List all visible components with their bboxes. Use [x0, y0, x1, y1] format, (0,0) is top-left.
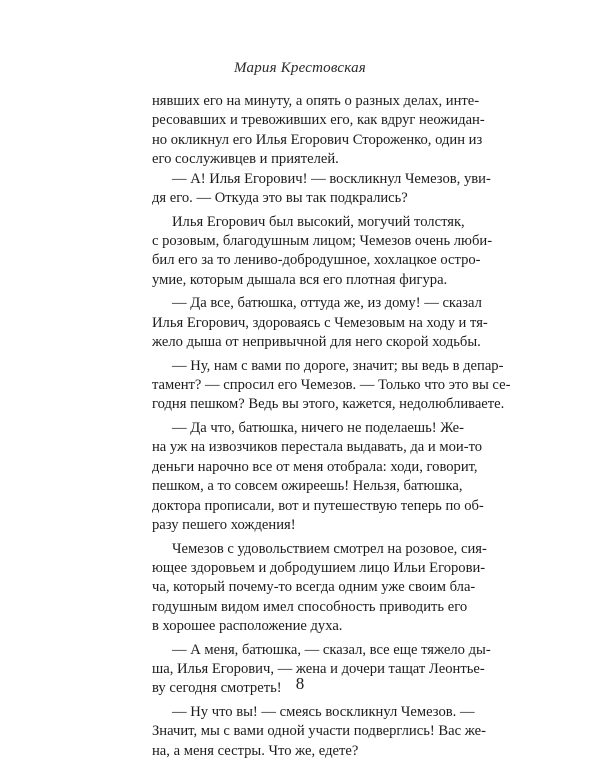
text-line: тамент? — спросил его Чемезов. — Только что это вы се- [152, 377, 511, 394]
paragraph-first-line: — Да что, батюшка, ничего не поделаешь! Же- [172, 420, 464, 436]
text-line: ча, который почему-то всегда одним уже своим бла- [152, 579, 476, 596]
text-line: Илья Егорович, здороваясь с Чемезовым на ходу и тя- [152, 314, 488, 331]
running-header-author: Мария Крестовская [234, 60, 366, 76]
text-line: нявших его на минуту, а опять о разных делах, инте- [152, 93, 480, 109]
text-line: ша, Илья Егорович, — жена и дочери тащат Леонтье- [152, 661, 485, 678]
text-line: ющее здоровьем и добродушием лицо Ильи Егорови- [152, 559, 486, 576]
text-line: годня пешком? Ведь вы этого, кажется, недолюбливаете. [152, 396, 505, 413]
text-line: Значит, мы с вами одной участи подверглись! Вас же- [152, 723, 486, 740]
text-line: бил его за то лениво-добродушное, хохлацкое остро- [152, 252, 481, 269]
paragraph-first-line: Чемезов с удовольствием смотрел на розовое, сия- [172, 540, 487, 557]
paragraph-first-line: — А меня, батюшка, — сказал, все еще тяжело ды- [172, 641, 491, 658]
text-line: пешком, а то совсем ожиреешь! Нельзя, батюшка, [152, 478, 463, 495]
text-line: на, а меня сестры. Что же, едете? [152, 742, 359, 759]
paragraph-first-line: — Ну что вы! — смеясь воскликнул Чемезов. — [172, 704, 475, 721]
text-line: деньги нарочно все от меня отобрала: ходи, говорит, [152, 458, 478, 475]
text-line: но окликнул его Илья Егорович Стороженко, один из [152, 131, 483, 148]
text-line: ресовавших и тревоживших его, как вдруг неожидан- [152, 112, 485, 129]
body-text [152, 92, 511, 761]
text-line: его сослуживцев и приятелей. [152, 151, 339, 168]
paragraph-first-line: — А! Илья Егорович! — воскликнул Чемезов, уви- [172, 170, 491, 187]
text-line: доктора прописали, вот и путешествую теперь по об- [152, 497, 484, 514]
paragraph-first-line: Илья Егорович был высокий, могучий толстяк, [172, 213, 465, 230]
page-number: 8 [295, 674, 305, 693]
text-line: умие, которым дышала вся его плотная фигура. [152, 271, 448, 288]
text-line: в хорошее расположение духа. [152, 618, 343, 635]
text-line: ву сегодня смотреть! [152, 680, 282, 697]
paragraph-first-line: — Ну, нам с вами по дороге, значит; вы ведь в депар- [172, 357, 504, 374]
text-line: дя его. — Откуда это вы так подкрались? [152, 189, 408, 206]
text-line: с розовым, благодушным лицом; Чемезов очень люби- [152, 232, 493, 249]
text-line: жело дыша от непривычной для него скорой ходьбы. [152, 334, 481, 351]
text-line: разу пешего хождения! [152, 516, 296, 533]
text-line: на уж на извозчиков перестала выдавать, да и мои-то [152, 439, 483, 456]
text-line: годушным видом имел способность приводить его [152, 598, 468, 615]
paragraph-first-line: — Да все, батюшка, оттуда же, из дому! — сказал [172, 295, 482, 312]
